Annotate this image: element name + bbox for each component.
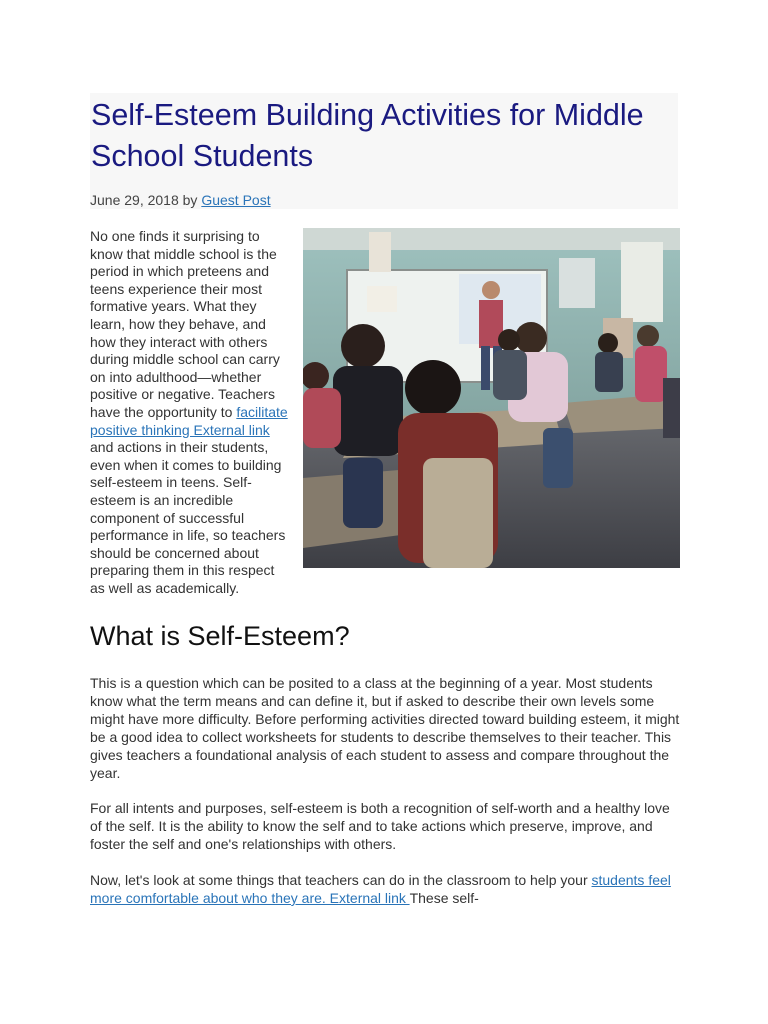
title-block <box>90 93 678 209</box>
paragraph-3 <box>90 871 682 907</box>
byline-by: by <box>178 192 202 208</box>
paragraph-1: This is a question which can be posited to a class at the beginning of a year. Most students know what the term means and can define it, but if asked to describe their own levels some might have more difficulty. Before performing activities directed toward building esteem, it might be a good idea to collect worksheets for students to describe themselves to their teacher. This gives teachers a foundational analysis of each student to assess and compare throughout the year. <box>90 675 680 781</box>
students-feel-comfortable-link[interactable]: students feel more comfortable about who they are. External link <box>90 872 671 906</box>
intro-text-1: No one finds it surprising to know that middle school is the period in which preteens and teens experience their most formative years. What they learn, how they behave, and how they interact with others during middle school can carry on into adulthood—whether positive or negative. Teachers have the opportunity to <box>90 228 280 420</box>
intro-paragraph <box>90 228 680 597</box>
intro-text-2: and actions in their students, even when it comes to building self-esteem in teens. Self-esteem is an incredible component of successful performance in life, so teachers should be concerned about preparing them in this respect as well as academically. <box>90 439 286 596</box>
section-heading: What is Self-Esteem? <box>90 621 350 651</box>
paragraph-3-text-1: Now, let's look at some things that teachers can do in the classroom to help your <box>90 872 592 888</box>
facilitate-positive-thinking-link[interactable]: facilitate positive thinking External link <box>90 403 288 438</box>
author-link[interactable]: Guest Post <box>201 192 271 208</box>
paragraph-2: For all intents and purposes, self-esteem is both a recognition of self-worth and a healthy love of the self. It is the ability to know the self and to take actions which preserve, improve, and foster the self and one's relationships with others. <box>90 800 670 852</box>
classroom-photo <box>303 228 680 568</box>
paragraph-3-text-2: These self- <box>409 890 479 906</box>
byline <box>90 192 271 209</box>
article-title: Self-Esteem Building Activities for Middle School Students <box>91 98 644 173</box>
post-date: June 29, 2018 <box>90 192 179 208</box>
